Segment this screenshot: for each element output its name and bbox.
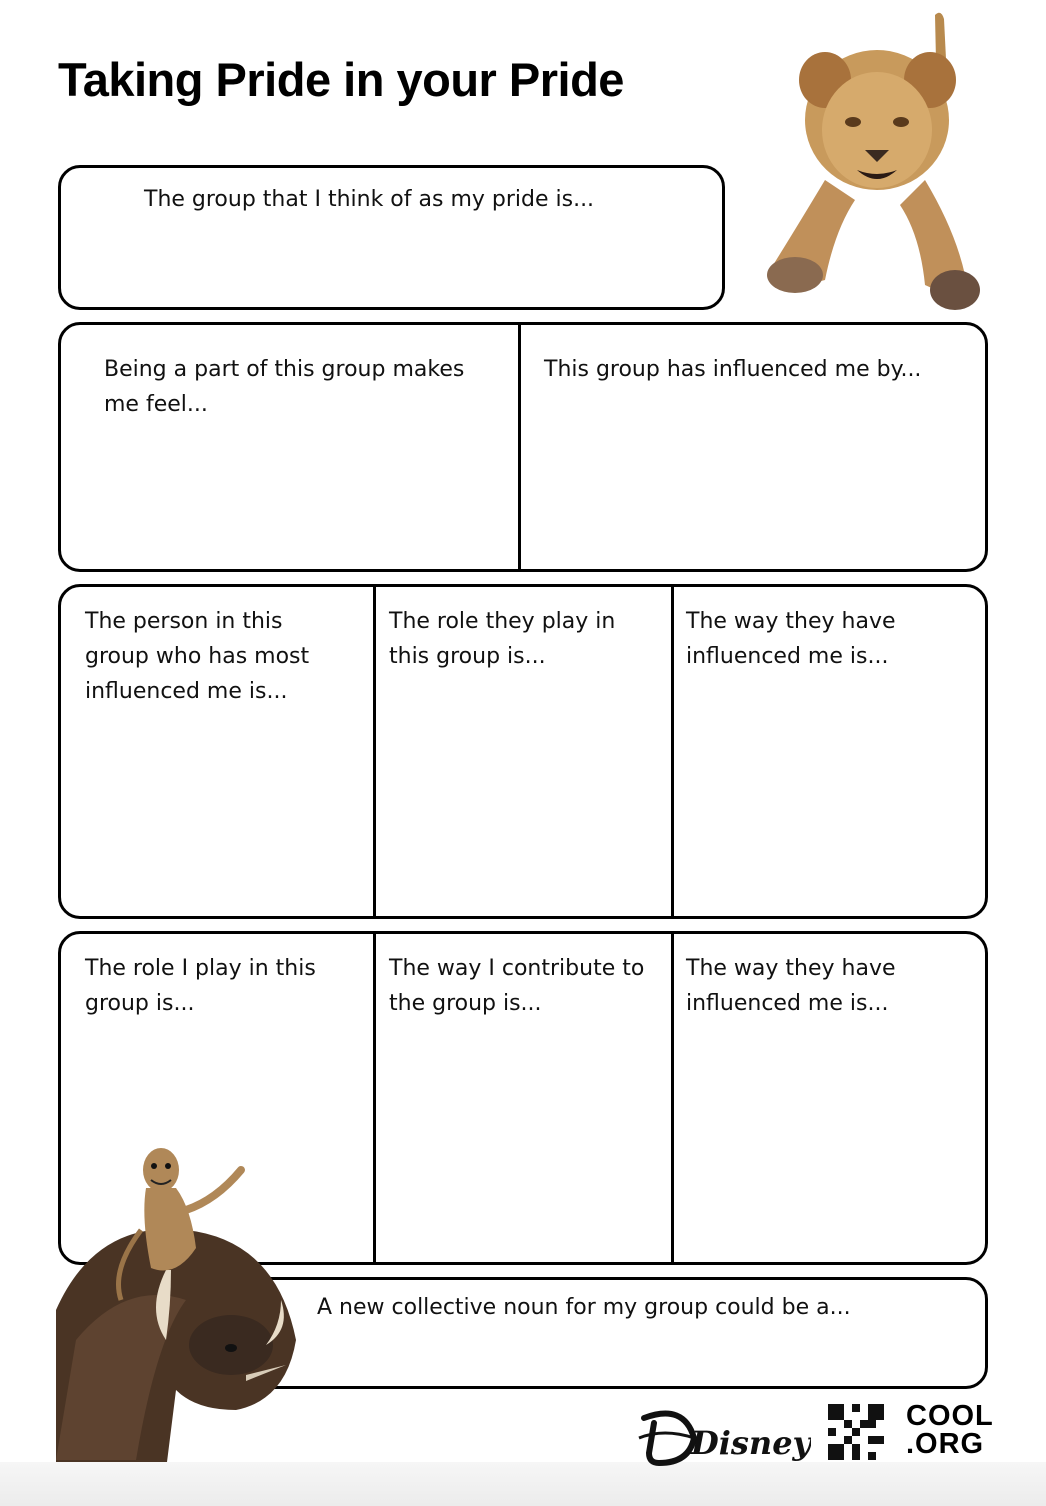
my-role-prompt[interactable]: The role I play in this group is... [85,956,316,1016]
my-pride-prompt: The group that I think of as my pride is... [144,187,595,212]
makes-me-feel-prompt[interactable]: Being a part of this group makes me feel... [104,357,465,417]
row3-divider-2 [671,584,674,919]
collective-noun-box[interactable] [238,1277,988,1389]
row2-divider [518,322,521,572]
footer-logos [636,1398,996,1478]
disney-logo-text: Disney [691,1424,811,1462]
row3-divider-1 [373,584,376,919]
cool-org-logo [906,1400,994,1460]
my-contribution-prompt[interactable]: The way I contribute to the group is... [389,956,645,1016]
cool-org-line2: .ORG [906,1428,985,1460]
row4-divider-2 [671,931,674,1265]
influenced-me-by-prompt[interactable]: This group has influenced me by... [544,357,922,382]
worksheet-title: Taking Pride in your Pride [58,53,624,106]
their-influence-prompt[interactable]: The way they have influenced me is... [686,609,896,669]
cool-org-line1: COOL [906,1400,994,1432]
row4-divider-1 [373,931,376,1265]
qr-code[interactable] [828,1404,884,1460]
group-feelings-row [58,322,988,572]
collective-noun-prompt: A new collective noun for my group could be a... [317,1295,851,1320]
disney-logo [636,1398,811,1478]
influential-person-row [58,584,988,919]
lion-cub-image [765,10,990,310]
meerkat-on-warthog-image [56,1140,306,1462]
my-pride-box[interactable] [58,165,725,310]
their-role-prompt[interactable]: The role they play in this group is... [389,609,616,669]
most-influential-person-prompt[interactable]: The person in this group who has most influenced me is... [85,609,310,704]
their-influence-2-prompt[interactable]: The way they have influenced me is... [686,956,896,1016]
